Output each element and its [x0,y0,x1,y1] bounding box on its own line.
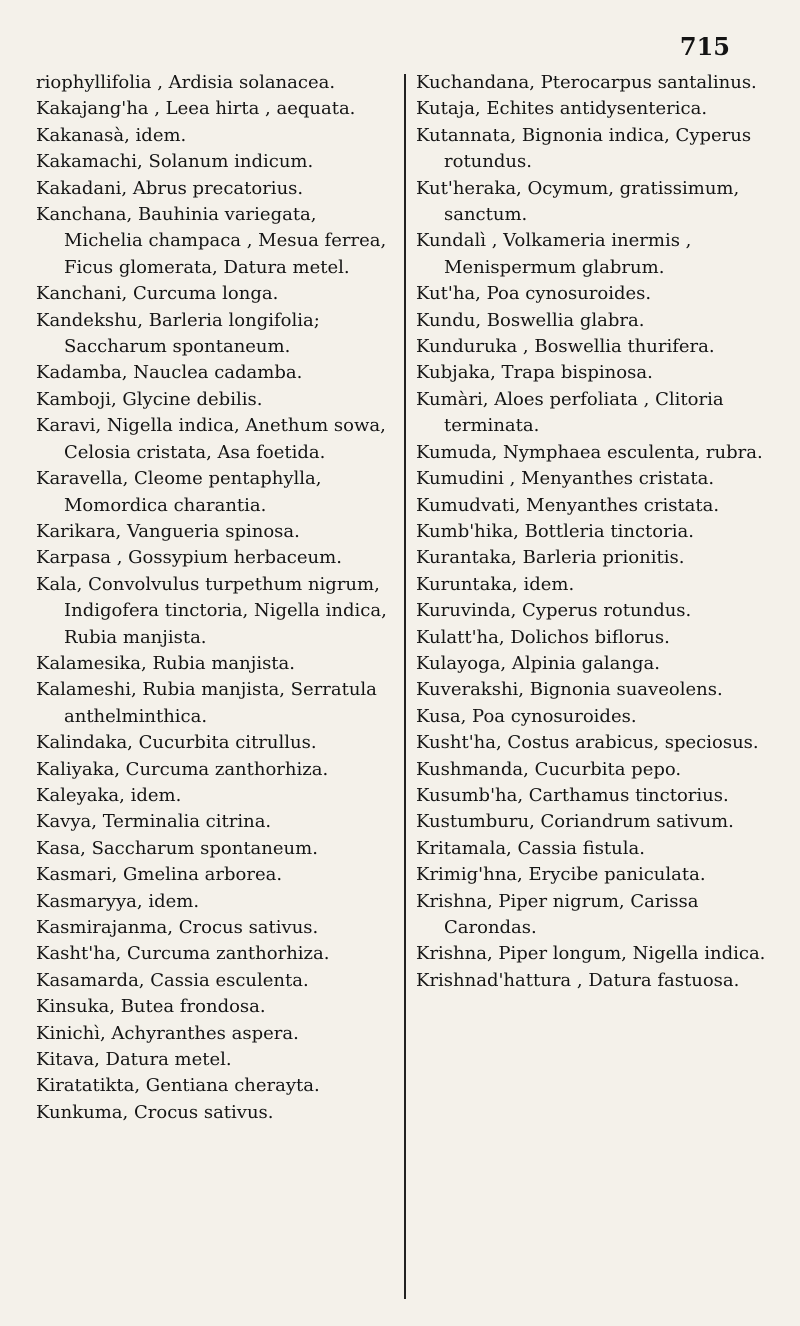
glossary-entry: Krishna, Piper longum, Nigella indica. [416,943,766,965]
glossary-entry: Kasht'ha, Curcuma zanthorhiza. [36,943,330,965]
glossary-entry: Kasmari, Gmelina arborea. [36,864,283,886]
glossary-entry: Kurantaka, Barleria prionitis. [416,547,685,569]
glossary-entry: Kalindaka, Cucurbita citrullus. [36,732,317,754]
glossary-entry: Kunduruka , Boswellia thurifera. [416,336,715,358]
right-column [406,70,776,1299]
glossary-entry: Krishna, Piper nigrum, Carissa Carondas. [416,890,699,938]
glossary-entry: Kalamesika, Rubia manjista. [36,652,295,674]
page-number: 715 [679,32,730,61]
glossary-entry: Kamboji, Glycine debilis. [36,388,263,410]
glossary-entry: Kumb'hika, Bottleria tinctoria. [416,520,694,542]
glossary-entry: Kuchandana, Pterocarpus santalinus. [416,72,757,93]
glossary-entry: Kasa, Saccharum spontaneum. [36,837,318,859]
glossary-entry: Krishnad'hattura , Datura fastuosa. [416,969,740,991]
glossary-entry: Kuverakshi, Bignonia suaveolens. [416,679,723,701]
glossary-entry: Kuruvinda, Cyperus rotundus. [416,600,692,622]
glossary-entry: Kumudvati, Menyanthes cristata. [416,494,720,516]
glossary-entry: Kaliyaka, Curcuma zanthorhiza. [36,758,329,780]
glossary-entry: Kut'ha, Poa cynosuroides. [416,283,652,305]
glossary-entry: Karikara, Vangueria spinosa. [36,520,300,542]
glossary-entry: Kandekshu, Barleria longifolia; Saccharum spontaneum. [36,309,320,358]
glossary-entry: Kala, Convolvulus turpethum nigrum, Indigofera tinctoria, Nigella indica, Rubia manjista. [36,573,387,648]
glossary-entry: Kanchani, Curcuma longa. [36,283,279,305]
glossary-columns [36,70,776,1299]
glossary-entry: Kasmaryya, idem. [36,890,200,912]
glossary-entry: Kutannata, Bignonia indica, Cyperus rotundus. [416,124,752,173]
glossary-entry: Kiratatikta, Gentiana cherayta. [36,1075,320,1097]
glossary-entry: Kubjaka, Trapa bispinosa. [416,362,653,384]
glossary-entry: Kasmirajanma, Crocus sativus. [36,917,319,938]
glossary-entry: Kritamala, Cassia fistula. [416,837,645,859]
glossary-entry: Kutaja, Echites antidysenterica. [416,98,708,120]
glossary-entry: Kumuda, Nymphaea esculenta, rubra. [416,441,763,463]
glossary-entry: Kinsuka, Butea frondosa. [36,996,266,1018]
glossary-entry: Kustumburu, Coriandrum sativum. [416,811,734,833]
glossary-entry: Kut'heraka, Ocymum, gratissimum, sanctum. [416,177,740,226]
glossary-entry: Kundu, Boswellia glabra. [416,309,645,331]
glossary-entry: Kushmanda, Cucurbita pepo. [416,758,682,780]
glossary-entry: Kadamba, Nauclea cadamba. [36,362,303,384]
glossary-entry: Kusht'ha, Costus arabicus, speciosus. [416,732,759,754]
glossary-entry: Kundalì , Volkameria inermis , Menispermum glabrum. [416,230,692,278]
glossary-entry: Kusa, Poa cynosuroides. [416,705,637,727]
glossary-entry: Kumudini , Menyanthes cristata. [416,468,715,490]
glossary-entry: Kinichì, Achyranthes aspera. [36,1022,299,1044]
glossary-entry: Karavi, Nigella indica, Anethum sowa, Celosia cristata, Asa foetida. [36,415,386,463]
glossary-entry: Kunkuma, Crocus sativus. [36,1101,274,1123]
glossary-entry: Kitava, Datura metel. [36,1049,232,1071]
glossary-entry: Krimig'hna, Erycibe paniculata. [416,864,706,886]
glossary-entry: Kasamarda, Cassia esculenta. [36,969,309,991]
glossary-entry: Kavya, Terminalia citrina. [36,811,272,833]
glossary-entry: Kaleyaka, idem. [36,784,182,806]
glossary-entry: Kakadani, Abrus precatorius. [36,177,304,199]
glossary-entry: Kulayoga, Alpinia galanga. [416,652,660,674]
glossary-entry: Kakamachi, Solanum indicum. [36,151,314,173]
glossary-entry: Kusumb'ha, Carthamus tinctorius. [416,784,729,806]
glossary-entry: Kalameshi, Rubia manjista, Serratula anthelminthica. [36,679,377,727]
glossary-entry: Kulatt'ha, Dolichos biflorus. [416,626,670,648]
glossary-entry: riophyllifolia , Ardisia solanacea. [36,72,336,93]
glossary-entry: Kanchana, Bauhinia variegata, Michelia champaca , Mesua ferrea, Ficus glomerata, Datura metel. [36,204,387,278]
glossary-entry: Karavella, Cleome pentaphylla, Momordica charantia. [36,468,322,516]
glossary-entry: Kakajang'ha , Leea hirta , aequata. [36,98,356,120]
glossary-entry: Kuruntaka, idem. [416,573,575,595]
glossary-entry: Kakanasà, idem. [36,124,187,146]
glossary-entry: Karpasa , Gossypium herbaceum. [36,547,342,569]
glossary-entry: Kumàri, Aloes perfoliata , Clitoria terminata. [416,388,724,437]
left-column [36,70,404,1299]
